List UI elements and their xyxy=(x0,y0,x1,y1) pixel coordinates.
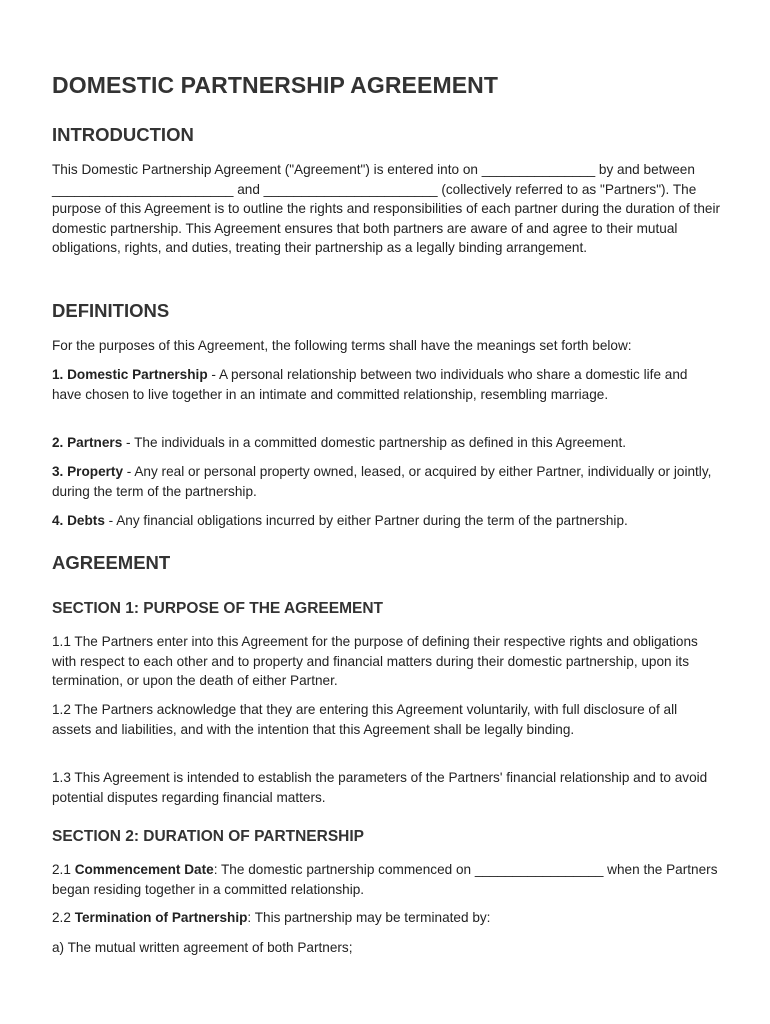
definition-text: - A personal relationship between two individuals who share a domestic life and have chosen to live together in an intimate and committed relationship, resembling marriage. xyxy=(52,367,688,402)
introduction-paragraph: This Domestic Partnership Agreement ("Agreement") is entered into on _______________ by and between ________________________ and _______________________ (collectively referred to as "Partners"). The purpose of this Agreement is to outline the rights and responsibilities of each partner during the duration of their domestic partnership. This Agreement ensures that both partners are aware of and agree to their mutual obligations, rights, and duties, treating their partnership as a legally binding arrangement. xyxy=(52,162,721,256)
agreement-heading: AGREEMENT xyxy=(52,552,171,573)
definition-text: - Any real or personal property owned, leased, or acquired by either Partner, individually or jointly, during the term of the partnership. xyxy=(52,464,712,499)
section-2-2-a-paragraph: a) The mutual written agreement of both Partners; xyxy=(52,940,353,955)
section-1-heading: SECTION 1: PURPOSE OF THE AGREEMENT xyxy=(52,600,383,617)
definition-text: - The individuals in a committed domestic partnership as defined in this Agreement. xyxy=(122,435,627,450)
section-2-1-paragraph xyxy=(52,860,720,899)
section-2-heading: SECTION 2: DURATION OF PARTNERSHIP xyxy=(52,828,365,845)
document-title: DOMESTIC PARTNERSHIP AGREEMENT xyxy=(52,72,498,98)
section-2-2-paragraph xyxy=(52,908,720,928)
definition-term: 4. Debts xyxy=(52,513,105,528)
definition-term: 3. Property xyxy=(52,464,124,479)
definition-term: 2. Partners xyxy=(52,435,123,450)
definition-item-partners xyxy=(52,433,720,453)
definition-item-debts xyxy=(52,511,720,531)
section-1-1-paragraph: 1.1 The Partners enter into this Agreement for the purpose of defining their respective rights and obligations with respect to each other and to property and financial matters during their domestic partnership, upon its termination, or upon the death of either Partner. xyxy=(52,634,698,689)
clause-term: Commencement Date xyxy=(74,862,214,877)
definition-term: 1. Domestic Partnership xyxy=(52,367,208,382)
clause-number: 2.2 xyxy=(52,910,75,925)
clause-term: Termination of Partnership xyxy=(74,910,248,925)
introduction-heading: INTRODUCTION xyxy=(52,124,194,145)
section-1-3-paragraph: 1.3 This Agreement is intended to establish the parameters of the Partners' financial relationship and to avoid potential disputes regarding financial matters. xyxy=(52,770,708,805)
clause-text: : This partnership may be terminated by: xyxy=(247,910,491,925)
section-1-2-paragraph: 1.2 The Partners acknowledge that they are entering this Agreement voluntarily, with full disclosure of all assets and liabilities, and with the intention that this Agreement shall be legally binding. xyxy=(52,702,678,737)
clause-number: 2.1 xyxy=(52,862,75,877)
definition-text: - Any financial obligations incurred by either Partner during the term of the partnership. xyxy=(104,513,628,528)
definitions-intro: For the purposes of this Agreement, the following terms shall have the meanings set forth below: xyxy=(52,338,632,353)
clause-text: : The domestic partnership commenced on _________________ when the Partners began residing together in a committed relationship. xyxy=(52,862,718,897)
definitions-heading: DEFINITIONS xyxy=(52,300,170,321)
definition-item-domestic-partnership xyxy=(52,365,720,404)
definition-item-property xyxy=(52,462,720,501)
